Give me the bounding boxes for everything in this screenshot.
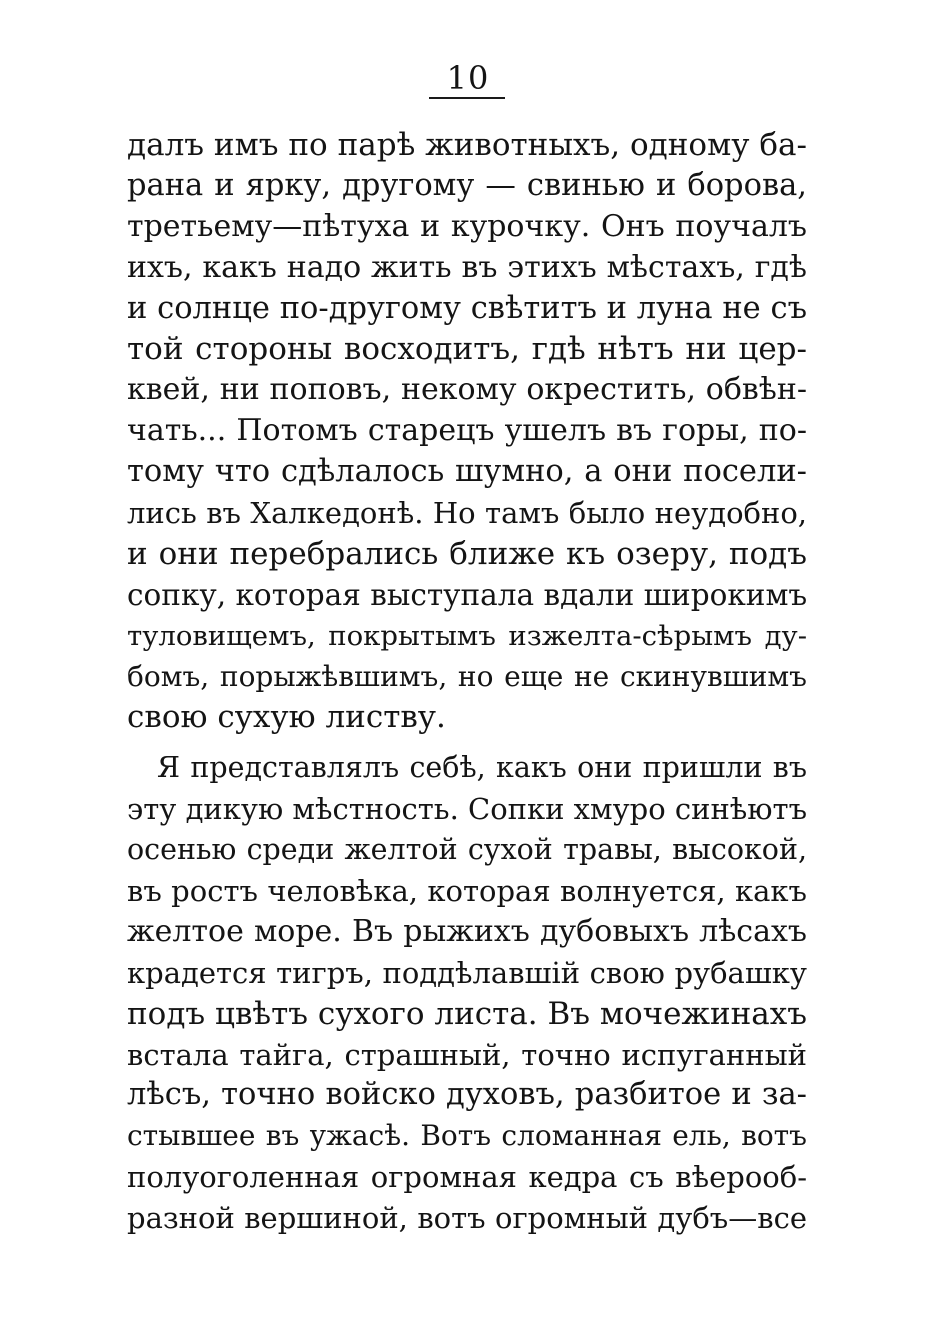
text-line: разной вершиной, вотъ огромный дубъ—все [127,1201,807,1236]
text-line: крадется тигръ, поддѣлавшій свою рубашку [127,955,807,990]
text-line: лѣсъ, точно войско духовъ, разбитое и за- [127,1077,807,1113]
text-line: тому что сдѣлалось шумно, а они посели- [127,454,807,490]
text-line: третьему—пѣтуха и курочку. Онъ поучалъ [127,208,807,244]
page-number-rule [429,97,505,99]
text-line: и они перебрались ближе къ озеру, подъ [127,535,807,572]
text-line: желтое море. Въ рыжихъ дубовыхъ лѣсахъ [127,913,807,949]
text-line: эту дикую мѣстность. Сопки хмуро синѣютъ [127,792,807,827]
text-line: туловищемъ, покрытымъ изжелта-сѣрымъ ду- [127,619,807,652]
body-text [127,125,807,1239]
paragraph-gap [127,738,807,748]
text-line: чать... Потомъ старецъ ушелъ въ горы, по- [127,413,807,449]
text-line: далъ имъ по парѣ животныхъ, одному ба- [127,127,807,163]
text-line: сопку, которая выступала вдали широкимъ [127,577,807,612]
paragraph-1 [127,125,807,738]
text-line: стывшее въ ужасѣ. Вотъ сломанная ель, вотъ [127,1119,807,1153]
text-line: встала тайга, страшный, точно испуганный [127,1037,807,1072]
text-line: и солнце по-другому свѣтитъ и луна не съ [127,290,807,326]
text-line: осенью среди желтой сухой травы, высокой, [127,833,807,867]
text-line: свою сухую листву. [127,699,446,736]
text-line: квей, ни поповъ, некому окрестить, обвѣн- [127,372,807,408]
text-line: въ ростъ человѣка, которая волнуется, какъ [127,874,807,909]
text-line: подъ цвѣтъ сухого листа. Въ мочежинахъ [127,995,807,1032]
text-line: лись въ Халкедонѣ. Но тамъ было неудобно, [127,496,807,531]
text-line: ихъ, какъ надо жить въ этихъ мѣстахъ, гдѣ [127,249,807,285]
text-line: той стороны восходитъ, гдѣ нѣтъ ни цер- [127,331,807,368]
text-line: Я представлялъ себѣ, какъ они пришли въ [157,751,807,785]
text-line: рана и ярку, другому — свинью и борова, [127,167,807,203]
paragraph-2 [127,748,807,1239]
text-line: полуоголенная огромная кедра съ вѣерооб- [127,1160,807,1195]
text-line: бомъ, порыжѣвшимъ, но еще не скинувшимъ [127,659,807,693]
page-number: 10 [446,59,490,97]
